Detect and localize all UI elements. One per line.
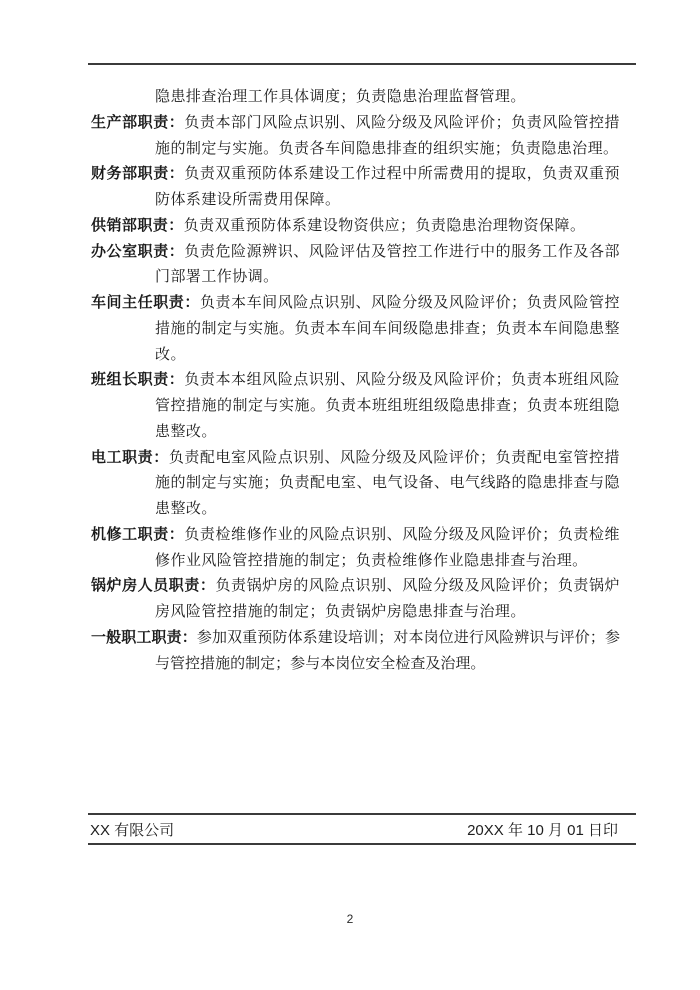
page-footer	[88, 813, 636, 845]
paragraph-label: 锅炉房人员职责：	[91, 578, 216, 595]
paragraph-label: 车间主任职责：	[91, 295, 200, 311]
paragraph-label: 班组长职责：	[91, 372, 185, 389]
paragraph	[91, 291, 620, 368]
paragraph-label: 办公室职责：	[91, 243, 185, 260]
paragraph	[91, 162, 620, 214]
paragraph-label: 一般职工职责：	[91, 629, 197, 646]
paragraph-text: 负责本部门风险点识别、风险分级及风险评价；负责风险管控措施的制定与实施。负责各车间隐患排查的组织实施；负责隐患治理。	[155, 114, 620, 157]
paragraph-text: 负责本车间风险点识别、风险分级及风险评价；负责风险管控措施的制定与实施。负责本车间车间级隐患排查；负责本车间隐患整改。	[155, 295, 620, 363]
paragraph-text: 负责双重预防体系建设物资供应；负责隐患治理物资保障。	[183, 217, 586, 234]
footer-company: XX 有限公司	[90, 821, 175, 839]
page-number: 2	[346, 912, 354, 926]
paragraph	[91, 574, 620, 626]
paragraph-label: 生产部职责：	[91, 114, 185, 131]
paragraph-text: 负责锅炉房的风险点识别、风险分级及风险评价；负责锅炉房风险管控措施的制定；负责锅炉房隐患排查与治理。	[155, 578, 620, 620]
paragraph-text: 负责危险源辨识、风险评估及管控工作进行中的服务工作及各部门部署工作协调。	[155, 243, 620, 286]
paragraph-text: 负责检维修作业的风险点识别、风险分级及风险评价；负责检维修作业风险管控措施的制定；负责检维修作业隐患排查与治理。	[155, 526, 620, 569]
paragraph-label: 财务部职责：	[91, 166, 185, 183]
paragraph	[91, 446, 620, 523]
document-body	[91, 85, 620, 677]
header-rule	[88, 63, 636, 65]
paragraph-text: 负责配电室风险点识别、风险分级及风险评价；负责配电室管控措施的制定与实施；负责配电室、电气设备、电气线路的隐患排查与隐患整改。	[155, 449, 620, 517]
paragraph-text: 隐患排查治理工作具体调度；负责隐患治理监督管理。	[155, 89, 526, 105]
paragraph-label: 电工职责：	[91, 449, 169, 466]
paragraph	[91, 240, 620, 292]
paragraph-text: 负责本本组风险点识别、风险分级及风险评价；负责本班组风险管控措施的制定与实施。负责本班组班组级隐患排查；负责本班组隐患整改。	[155, 372, 620, 440]
paragraph-text: 参加双重预防体系建设培训；对本岗位进行风险辨识与评价；参与管控措施的制定；参与本岗位安全检查及治理。	[155, 629, 620, 672]
paragraph	[91, 214, 620, 240]
paragraph-text: 负责双重预防体系建设工作过程中所需费用的提取，负责双重预防体系建设所需费用保障。	[155, 166, 620, 208]
footer-print-date: 20XX 年 10 月 01 日印	[467, 821, 618, 839]
paragraph-label: 机修工职责：	[91, 526, 185, 543]
paragraph-label: 供销部职责：	[91, 217, 184, 234]
paragraph	[91, 368, 620, 445]
paragraph	[91, 626, 620, 678]
paragraph	[91, 523, 620, 575]
paragraph	[91, 111, 620, 163]
paragraph	[91, 85, 620, 111]
